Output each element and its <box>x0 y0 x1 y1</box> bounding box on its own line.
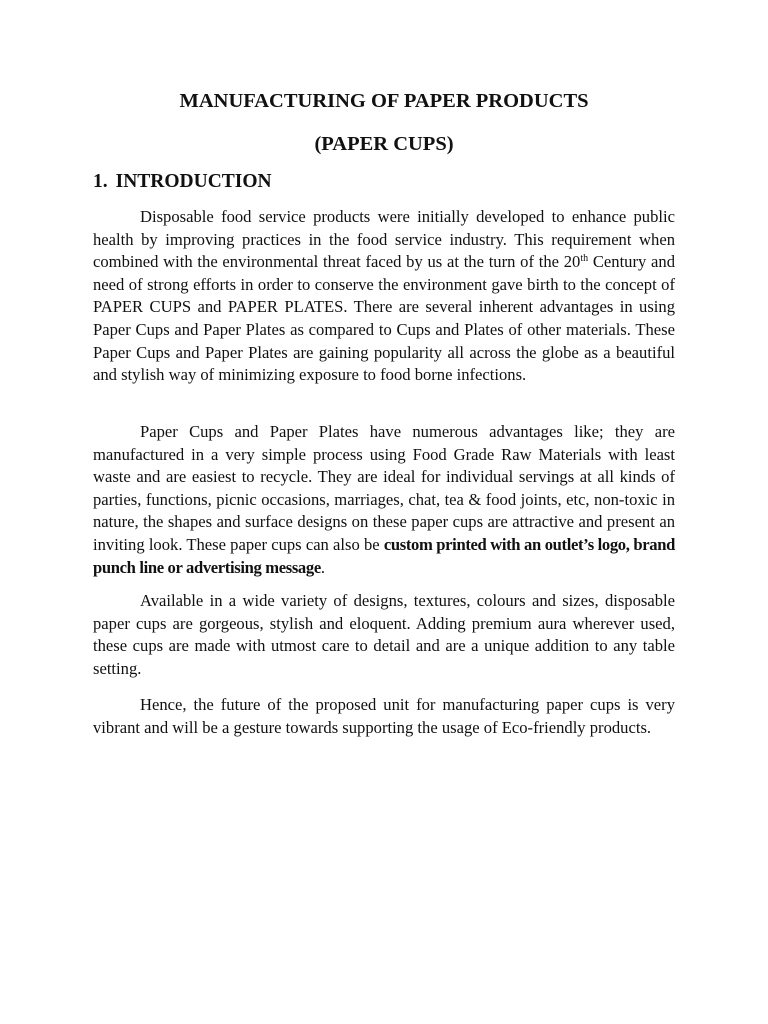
paragraph-4-text: Hence, the future of the proposed unit for manufacturing paper cups is very vibrant and will be a gesture towards supporting the usage of Eco-friendly products. <box>93 695 675 737</box>
section-title: INTRODUCTION <box>115 171 272 192</box>
paragraph-1 <box>93 206 675 387</box>
section-heading <box>93 170 272 194</box>
document-subtitle: (PAPER CUPS) <box>314 133 454 155</box>
paragraph-3-text: Available in a wide variety of designs, textures, colours and sizes, disposable paper cups are gorgeous, stylish and eloquent. Adding premium aura wherever used, these cups are made with utmost care to detail and are a unique addition to any table setting. <box>93 591 675 678</box>
paragraph-1-text-b: Century and need of strong efforts in order to conserve the environment gave birth to the concept of PAPER CUPS and PAPER PLATES. There are several inherent advantages in using Paper Cups and Paper Plates as compared to Cups and Plates of other materials. These Paper Cups and Paper Plates are gaining popularity all across the globe as a beautiful and stylish way of minimizing exposure to food borne infections. <box>93 252 675 385</box>
paragraph-4 <box>93 694 675 739</box>
paragraph-1-text-a: Disposable food service products were initially developed to enhance public health by improving practices in the food service industry. This requirement when combined with the environmental threat faced by us at the turn of the 20 <box>93 207 675 272</box>
paragraph-2 <box>93 421 675 579</box>
paragraph-3 <box>93 590 675 680</box>
paragraph-2-text: Paper Cups and Paper Plates have numerous advantages like; they are manufactured in a very simple process using Food Grade Raw Materials with least waste and are easiest to recycle. They are ideal for individual servings at all kinds of parties, functions, picnic occasions, marriages, chat, tea & food joints, etc, non-toxic in nature, the shapes and surface designs on these paper cups are attractive and present an inviting look. These paper cups can also be <box>93 422 675 554</box>
paragraph-1-superscript: th <box>580 253 589 265</box>
paragraph-2-emphasis: custom printed with an outlet’s logo, brand punch line or advertising message <box>93 534 675 577</box>
section-number: 1. <box>93 171 108 192</box>
paragraph-2-end: . <box>320 557 326 577</box>
document-title: MANUFACTURING OF PAPER PRODUCTS <box>179 90 589 112</box>
